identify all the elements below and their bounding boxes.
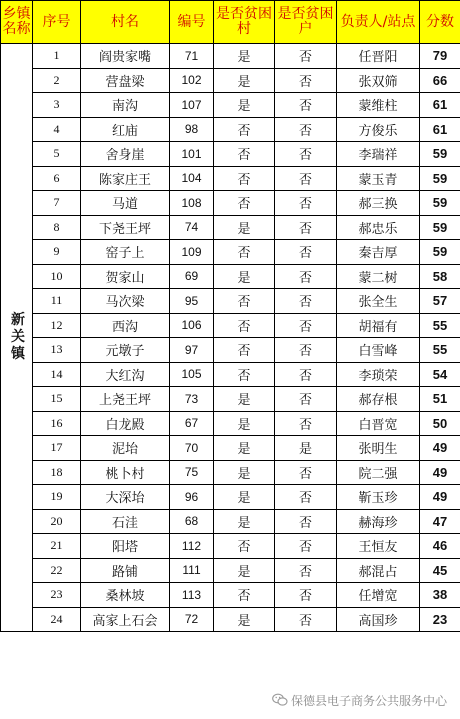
cell-poor-household: 否 xyxy=(275,264,337,289)
cell-score: 49 xyxy=(420,485,460,510)
cell-poor-village: 是 xyxy=(214,460,275,485)
cell-code: 68 xyxy=(170,509,214,534)
cell-poor-village: 是 xyxy=(214,93,275,118)
cell-score: 59 xyxy=(420,142,460,167)
table-row xyxy=(1,583,460,608)
cell-village: 阎贵家嘴 xyxy=(81,44,170,69)
header-score: 分数 xyxy=(420,1,460,44)
cell-poor-village: 是 xyxy=(214,485,275,510)
cell-responsible: 郝忠乐 xyxy=(337,215,420,240)
cell-village: 桑林坡 xyxy=(81,583,170,608)
cell-poor-household: 否 xyxy=(275,485,337,510)
cell-village: 南沟 xyxy=(81,93,170,118)
header-poor-household: 是否贫困户 xyxy=(275,1,337,44)
cell-village: 路铺 xyxy=(81,558,170,583)
cell-poor-village: 是 xyxy=(214,44,275,69)
cell-responsible: 张明生 xyxy=(337,436,420,461)
cell-responsible: 蒙维柱 xyxy=(337,93,420,118)
cell-poor-village: 否 xyxy=(214,534,275,559)
header-poor-village: 是否贫困村 xyxy=(214,1,275,44)
cell-responsible: 蒙二树 xyxy=(337,264,420,289)
table-row xyxy=(1,68,460,93)
cell-responsible: 胡福有 xyxy=(337,313,420,338)
cell-poor-village: 否 xyxy=(214,142,275,167)
cell-serial: 12 xyxy=(33,313,81,338)
cell-village: 桃卜村 xyxy=(81,460,170,485)
watermark xyxy=(269,689,450,711)
cell-responsible: 李瑞祥 xyxy=(337,142,420,167)
cell-serial: 4 xyxy=(33,117,81,142)
cell-serial: 3 xyxy=(33,93,81,118)
cell-code: 105 xyxy=(170,362,214,387)
cell-village: 舍身崖 xyxy=(81,142,170,167)
cell-code: 74 xyxy=(170,215,214,240)
table-row xyxy=(1,313,460,338)
cell-score: 51 xyxy=(420,387,460,412)
cell-poor-household: 否 xyxy=(275,509,337,534)
cell-score: 66 xyxy=(420,68,460,93)
cell-village: 下尧王坪 xyxy=(81,215,170,240)
cell-village: 窑子上 xyxy=(81,240,170,265)
cell-serial: 7 xyxy=(33,191,81,216)
cell-code: 113 xyxy=(170,583,214,608)
cell-poor-village: 是 xyxy=(214,215,275,240)
cell-poor-household: 否 xyxy=(275,191,337,216)
cell-village: 泥坮 xyxy=(81,436,170,461)
cell-poor-household: 是 xyxy=(275,436,337,461)
cell-responsible: 王恒友 xyxy=(337,534,420,559)
cell-village: 阳塔 xyxy=(81,534,170,559)
cell-responsible: 赫海珍 xyxy=(337,509,420,534)
cell-poor-village: 否 xyxy=(214,117,275,142)
cell-score: 46 xyxy=(420,534,460,559)
cell-poor-household: 否 xyxy=(275,387,337,412)
cell-serial: 8 xyxy=(33,215,81,240)
table-row xyxy=(1,387,460,412)
cell-village: 元墩子 xyxy=(81,338,170,363)
cell-poor-household: 否 xyxy=(275,534,337,559)
cell-score: 55 xyxy=(420,338,460,363)
cell-responsible: 白晋宽 xyxy=(337,411,420,436)
cell-poor-village: 否 xyxy=(214,191,275,216)
table-row xyxy=(1,436,460,461)
cell-code: 108 xyxy=(170,191,214,216)
watermark-text: 保德县电子商务公共服务中心 xyxy=(290,693,447,708)
cell-responsible: 白雪峰 xyxy=(337,338,420,363)
cell-responsible: 任增宽 xyxy=(337,583,420,608)
cell-score: 23 xyxy=(420,607,460,632)
cell-responsible: 张双筛 xyxy=(337,68,420,93)
cell-code: 109 xyxy=(170,240,214,265)
cell-score: 49 xyxy=(420,436,460,461)
cell-poor-household: 否 xyxy=(275,338,337,363)
cell-poor-household: 否 xyxy=(275,117,337,142)
cell-poor-village: 否 xyxy=(214,166,275,191)
table-row xyxy=(1,558,460,583)
cell-code: 75 xyxy=(170,460,214,485)
cell-serial: 1 xyxy=(33,44,81,69)
cell-poor-household: 否 xyxy=(275,411,337,436)
cell-serial: 10 xyxy=(33,264,81,289)
cell-score: 45 xyxy=(420,558,460,583)
cell-score: 59 xyxy=(420,240,460,265)
header-serial: 序号 xyxy=(33,1,81,44)
cell-serial: 15 xyxy=(33,387,81,412)
table-row xyxy=(1,215,460,240)
cell-code: 67 xyxy=(170,411,214,436)
cell-serial: 24 xyxy=(33,607,81,632)
cell-score: 47 xyxy=(420,509,460,534)
table-row xyxy=(1,264,460,289)
cell-score: 59 xyxy=(420,215,460,240)
cell-village: 马次梁 xyxy=(81,289,170,314)
cell-poor-household: 否 xyxy=(275,215,337,240)
cell-responsible: 院二强 xyxy=(337,460,420,485)
cell-responsible: 任晋阳 xyxy=(337,44,420,69)
table-row xyxy=(1,93,460,118)
cell-responsible: 郝三换 xyxy=(337,191,420,216)
cell-village: 高家上石会 xyxy=(81,607,170,632)
table-body xyxy=(1,44,460,632)
cell-score: 38 xyxy=(420,583,460,608)
table-row xyxy=(1,362,460,387)
cell-responsible: 郝存根 xyxy=(337,387,420,412)
cell-responsible: 蒙玉青 xyxy=(337,166,420,191)
table-row xyxy=(1,460,460,485)
table-row xyxy=(1,289,460,314)
wechat-icon xyxy=(272,693,288,707)
cell-code: 107 xyxy=(170,93,214,118)
cell-poor-village: 是 xyxy=(214,387,275,412)
cell-code: 101 xyxy=(170,142,214,167)
cell-serial: 19 xyxy=(33,485,81,510)
cell-code: 112 xyxy=(170,534,214,559)
cell-responsible: 张全生 xyxy=(337,289,420,314)
cell-serial: 9 xyxy=(33,240,81,265)
cell-poor-village: 否 xyxy=(214,338,275,363)
cell-village: 上尧王坪 xyxy=(81,387,170,412)
cell-serial: 22 xyxy=(33,558,81,583)
cell-responsible: 李琐荣 xyxy=(337,362,420,387)
header-town: 乡镇名称 xyxy=(1,1,33,44)
cell-score: 61 xyxy=(420,117,460,142)
cell-poor-village: 是 xyxy=(214,558,275,583)
header-row xyxy=(1,1,460,44)
cell-code: 102 xyxy=(170,68,214,93)
table-row xyxy=(1,485,460,510)
cell-poor-household: 否 xyxy=(275,93,337,118)
cell-poor-village: 是 xyxy=(214,411,275,436)
cell-score: 50 xyxy=(420,411,460,436)
cell-poor-village: 是 xyxy=(214,68,275,93)
cell-code: 72 xyxy=(170,607,214,632)
cell-responsible: 郝混占 xyxy=(337,558,420,583)
cell-code: 70 xyxy=(170,436,214,461)
cell-village: 营盘梁 xyxy=(81,68,170,93)
cell-poor-village: 否 xyxy=(214,583,275,608)
cell-score: 58 xyxy=(420,264,460,289)
cell-score: 49 xyxy=(420,460,460,485)
cell-poor-household: 否 xyxy=(275,313,337,338)
cell-serial: 23 xyxy=(33,583,81,608)
table-row xyxy=(1,240,460,265)
cell-serial: 5 xyxy=(33,142,81,167)
cell-serial: 21 xyxy=(33,534,81,559)
cell-poor-village: 否 xyxy=(214,313,275,338)
table-row xyxy=(1,607,460,632)
cell-responsible: 秦吉厚 xyxy=(337,240,420,265)
cell-score: 55 xyxy=(420,313,460,338)
cell-serial: 11 xyxy=(33,289,81,314)
cell-village: 马道 xyxy=(81,191,170,216)
cell-poor-village: 是 xyxy=(214,264,275,289)
cell-code: 106 xyxy=(170,313,214,338)
table-row xyxy=(1,411,460,436)
cell-poor-household: 否 xyxy=(275,142,337,167)
table-row xyxy=(1,117,460,142)
table-row xyxy=(1,166,460,191)
table-row xyxy=(1,44,460,69)
cell-serial: 14 xyxy=(33,362,81,387)
cell-code: 69 xyxy=(170,264,214,289)
header-village: 村名 xyxy=(81,1,170,44)
cell-serial: 16 xyxy=(33,411,81,436)
cell-poor-household: 否 xyxy=(275,44,337,69)
cell-village: 红庙 xyxy=(81,117,170,142)
cell-poor-village: 否 xyxy=(214,362,275,387)
cell-poor-village: 否 xyxy=(214,240,275,265)
cell-poor-village: 是 xyxy=(214,509,275,534)
cell-poor-household: 否 xyxy=(275,362,337,387)
cell-responsible: 高国珍 xyxy=(337,607,420,632)
cell-score: 54 xyxy=(420,362,460,387)
cell-poor-household: 否 xyxy=(275,289,337,314)
cell-poor-village: 是 xyxy=(214,607,275,632)
cell-poor-household: 否 xyxy=(275,583,337,608)
table-row xyxy=(1,534,460,559)
cell-village: 贺家山 xyxy=(81,264,170,289)
cell-serial: 13 xyxy=(33,338,81,363)
cell-poor-household: 否 xyxy=(275,166,337,191)
cell-village: 大红沟 xyxy=(81,362,170,387)
table-row xyxy=(1,509,460,534)
cell-serial: 17 xyxy=(33,436,81,461)
cell-town: 新关镇 xyxy=(1,44,33,632)
cell-score: 61 xyxy=(420,93,460,118)
cell-score: 57 xyxy=(420,289,460,314)
cell-poor-village: 否 xyxy=(214,289,275,314)
header-code: 编号 xyxy=(170,1,214,44)
header-responsible: 负责人/站点 xyxy=(337,1,420,44)
cell-code: 104 xyxy=(170,166,214,191)
cell-village: 石洼 xyxy=(81,509,170,534)
cell-code: 71 xyxy=(170,44,214,69)
cell-score: 79 xyxy=(420,44,460,69)
cell-responsible: 方俊乐 xyxy=(337,117,420,142)
cell-score: 59 xyxy=(420,166,460,191)
table-row xyxy=(1,191,460,216)
table-row xyxy=(1,338,460,363)
cell-poor-household: 否 xyxy=(275,460,337,485)
cell-code: 73 xyxy=(170,387,214,412)
cell-poor-household: 否 xyxy=(275,240,337,265)
cell-code: 96 xyxy=(170,485,214,510)
cell-serial: 2 xyxy=(33,68,81,93)
cell-village: 陈家庄王 xyxy=(81,166,170,191)
cell-poor-household: 否 xyxy=(275,607,337,632)
cell-code: 97 xyxy=(170,338,214,363)
table-row xyxy=(1,142,460,167)
cell-code: 98 xyxy=(170,117,214,142)
cell-village: 西沟 xyxy=(81,313,170,338)
cell-serial: 20 xyxy=(33,509,81,534)
cell-poor-household: 否 xyxy=(275,558,337,583)
cell-serial: 18 xyxy=(33,460,81,485)
cell-score: 59 xyxy=(420,191,460,216)
cell-poor-household: 否 xyxy=(275,68,337,93)
cell-village: 白龙殿 xyxy=(81,411,170,436)
cell-poor-village: 是 xyxy=(214,436,275,461)
cell-responsible: 靳玉珍 xyxy=(337,485,420,510)
cell-code: 95 xyxy=(170,289,214,314)
cell-code: 111 xyxy=(170,558,214,583)
cell-serial: 6 xyxy=(33,166,81,191)
cell-village: 大深坮 xyxy=(81,485,170,510)
